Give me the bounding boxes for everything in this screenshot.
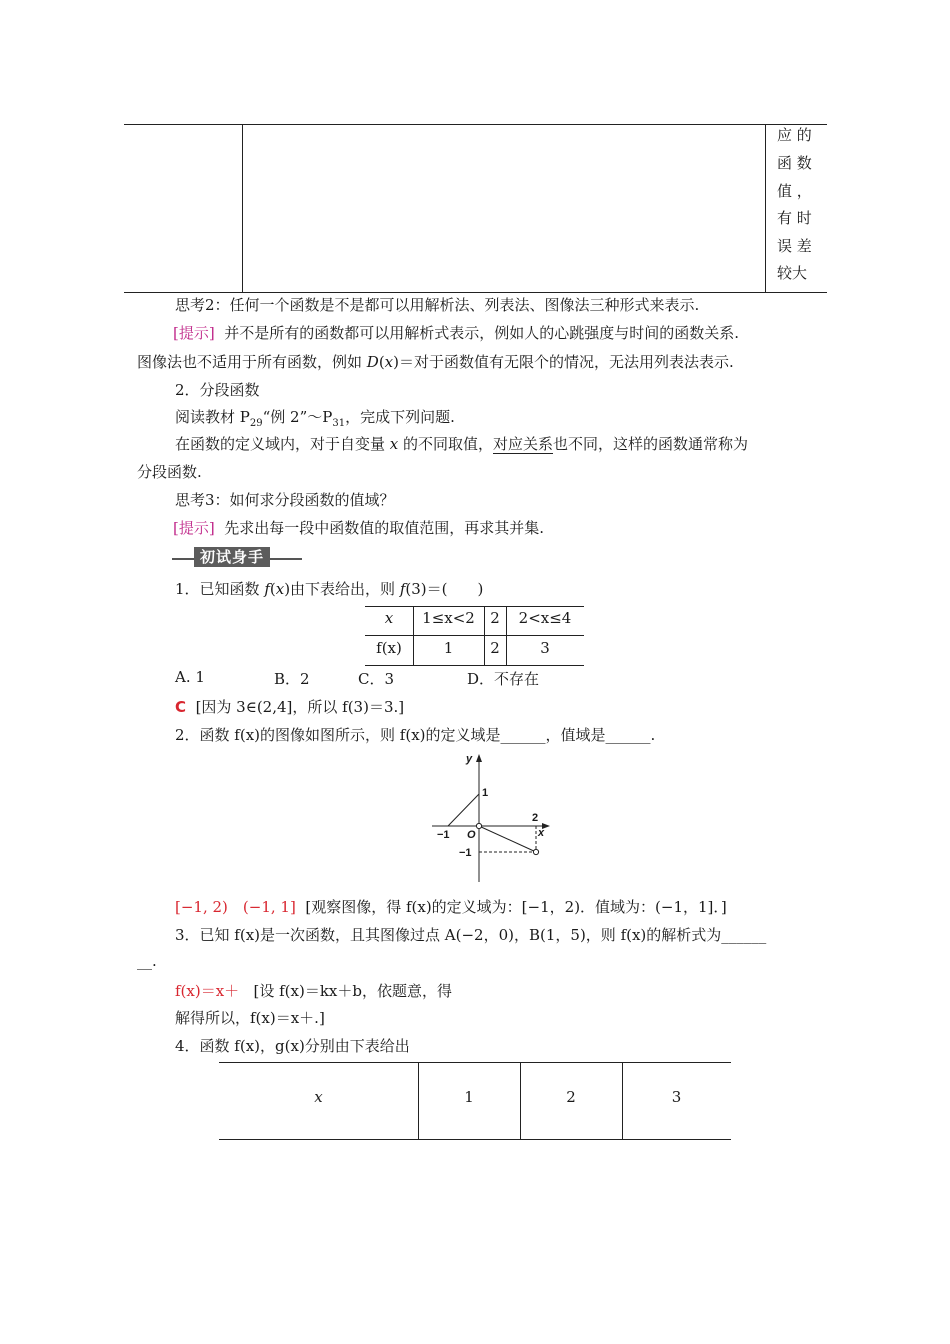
- top-table-cell-line-2: 函 数: [777, 154, 812, 172]
- q1-option-b: B．2: [274, 670, 310, 688]
- q4-table-header-cell: 3: [671, 1088, 682, 1106]
- definition-line1: 在函数的定义域内，对于自变量 x 的不同取值，对应关系也不同，这样的函数通常称为: [175, 435, 749, 453]
- q3-stem-line2: __.: [137, 952, 157, 970]
- q4-table-header-cell: 1: [464, 1088, 474, 1106]
- q1-option-d: D．不存在: [467, 670, 540, 688]
- think2-answer-text: 并不是所有的函数都可以用解析式表示，例如人的心跳强度与时间的函数关系.: [224, 324, 740, 342]
- q1-answer-letter: C: [175, 698, 187, 716]
- q1-table-cell: 3: [540, 639, 550, 657]
- top-table-cell-line-4: 有 时: [777, 209, 812, 227]
- section-heading: 2．分段函数: [175, 381, 260, 399]
- q2-stem: 2．函数 f(x)的图像如图所示，则 f(x)的定义域是______，值域是______.: [175, 726, 656, 744]
- q1-table-cell: x: [384, 609, 394, 627]
- q3-answer-line1: f(x)＝x＋ [设 f(x)＝kx＋b，依题意，得: [175, 982, 452, 1000]
- q1-stem: 1．已知函数 f(x)由下表给出，则 f(3)＝( ): [175, 580, 484, 598]
- q3-stem-line1: 3．已知 f(x)是一次函数，且其图像过点 A(−2，0)，B(1，5)，则 f(x)的解析式为______: [175, 926, 767, 944]
- section-badge-label: 初试身手: [194, 547, 270, 567]
- think3-answer: [提示] 先求出每一段中函数值的取值范围，再求其并集.: [173, 519, 545, 537]
- q1-table-cell: 1≤x<2: [422, 609, 475, 627]
- top-table-divider-right: [765, 124, 766, 292]
- x-axis-label: x: [538, 827, 545, 839]
- think2-answer-line1: [173, 322, 739, 343]
- graph-segment-left: [448, 794, 479, 826]
- y-axis-arrow: [476, 754, 482, 762]
- open-point-origin: [476, 823, 481, 828]
- think2-question: 思考2：任何一个函数是不是都可以用解析法、列表法、图像法三种形式来表示.: [175, 296, 700, 314]
- underlined-term: 对应关系: [493, 435, 554, 453]
- graph-segment-right: [479, 826, 536, 852]
- top-table-cell-line-6: 较大: [777, 264, 808, 282]
- q1-table-cell: 2: [490, 639, 500, 657]
- section-badge: [172, 547, 302, 569]
- tick-label-neg1-x: −1: [437, 829, 450, 841]
- q4-table-header-cell: x: [314, 1088, 323, 1106]
- q1-table-cell: 1: [443, 639, 454, 657]
- tick-label-neg1-y: −1: [459, 847, 472, 859]
- q2-function-graph: [420, 750, 560, 885]
- hint-tag: [提示]: [173, 519, 215, 537]
- q3-answer-line2: 解得所以，f(x)＝x＋.]: [175, 1009, 325, 1027]
- hint-tag: [提示]: [173, 324, 215, 342]
- definition-line2: 分段函数.: [137, 463, 202, 481]
- q1-table-cell: f(x): [376, 639, 402, 657]
- q1-table-cell: 2<x≤4: [518, 609, 572, 627]
- q1-option-a: A. 1: [175, 668, 205, 686]
- y-axis-label: y: [466, 753, 473, 765]
- top-table-bottom-border: [124, 292, 827, 293]
- q4-stem: 4．函数 f(x)，g(x)分别由下表给出: [175, 1037, 410, 1055]
- tick-label-2: 2: [532, 812, 539, 824]
- reading-instruction: 阅读教材 $P_{29}“$例 $2”\sim P_{31}$，完成下列问题.: [175, 408, 455, 429]
- top-table-cell-line-5: 误 差: [777, 237, 812, 255]
- top-table-cell-line-3: 值 ，: [777, 182, 812, 200]
- q2-answer: [−1, 2) (−1, 1] [观察图像，得 f(x)的定义域为：[−1，2)．值域为：(−1，1]．]: [175, 898, 727, 916]
- origin-label: O: [467, 829, 476, 841]
- think2-answer-line2: 图像法也不适用于所有函数，例如 D(x)＝对于函数值有无限个的情况，无法用列表法表示.: [137, 353, 734, 371]
- q1-answer: C [因为 3∈(2,4]，所以 f(3)＝3.]: [175, 698, 405, 716]
- top-table-divider-left: [242, 124, 243, 292]
- q1-option-c: C．3: [358, 670, 395, 688]
- top-table-top-border: [124, 124, 827, 125]
- tick-label-1: 1: [482, 787, 489, 799]
- top-table-cell-line-1: 应 的: [777, 126, 812, 144]
- q1-table-cell: 2: [490, 609, 500, 627]
- think3-question: 思考3：如何求分段函数的值域？: [175, 491, 395, 509]
- q2-answer-key: [−1, 2) (−1, 1]: [175, 898, 296, 916]
- q3-answer-key: f(x)＝x＋: [175, 982, 240, 1000]
- q4-table-header-cell: 2: [566, 1088, 576, 1106]
- open-point-end: [533, 849, 538, 854]
